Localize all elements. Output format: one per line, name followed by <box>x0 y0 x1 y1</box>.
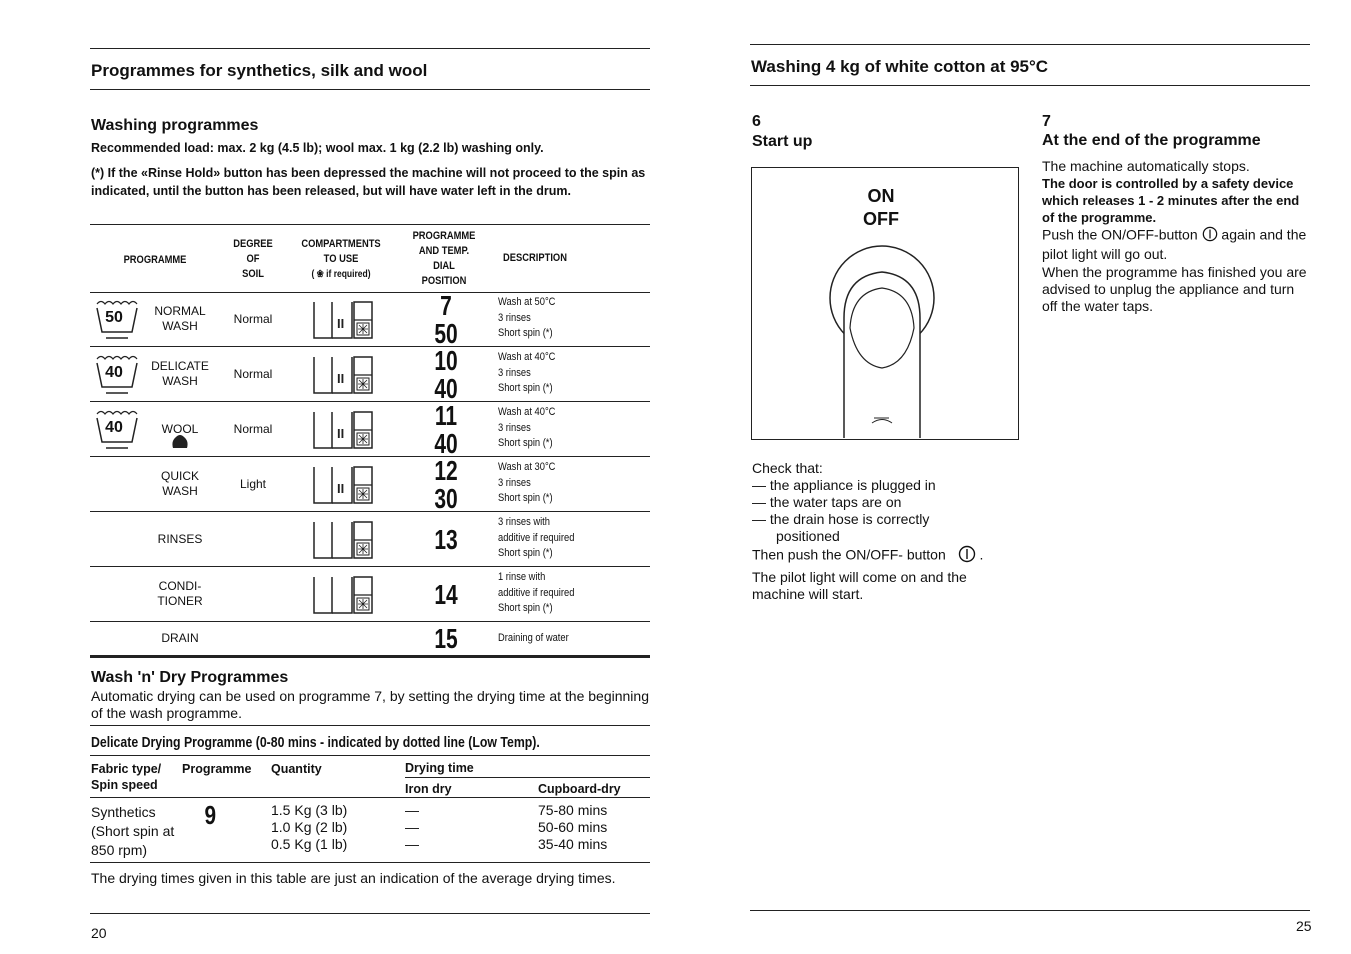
finger-pressing-button-icon <box>752 168 1018 439</box>
on-off-illustration <box>751 167 1019 440</box>
degree-of-soil: Normal <box>233 421 273 436</box>
programme-name: DRAIN <box>161 631 199 645</box>
programme-name: NORMAL WASH <box>154 303 206 333</box>
programme-description: 3 rinses with additive if required Short spin (*) <box>498 516 575 559</box>
compartments-icon <box>312 298 374 347</box>
compartments-icon <box>312 353 374 402</box>
col-drying-time: Drying time <box>405 761 474 775</box>
step6-number: 6 <box>752 113 761 130</box>
degree-of-soil: Light <box>239 476 267 491</box>
programme-name: QUICK WASH <box>160 468 199 498</box>
table-row <box>90 512 650 567</box>
drying-footnote: The drying times given in this table are just an indication of the average drying times. <box>91 870 616 886</box>
drying-iron: — — — <box>405 802 419 852</box>
drying-quantities: 1.5 Kg (3 lb) 1.0 Kg (2 lb) 0.5 Kg (1 lb) <box>271 802 348 852</box>
recommended-load: Recommended load: max. 2 kg (4.5 lb); wool max. 1 kg (2.2 lb) washing only. <box>91 141 544 155</box>
compartments-icon <box>312 463 374 512</box>
svg-text:II: II <box>337 316 345 331</box>
check-list: — the appliance is plugged in — the water taps are on — the drain hose is correctly positioned <box>752 477 936 544</box>
th-compartments: COMPARTMENTS TO USE ( ❀ if required) <box>301 238 381 280</box>
rinse-hold-note: (*) If the «Rinse Hold» button has been depressed the machine will not proceed to the spin as indicated, until the button has been released, but will have water left in the drum. <box>91 166 646 198</box>
table-row <box>90 402 650 457</box>
col-cupboard-dry: Cupboard-dry <box>538 782 621 796</box>
drying-cupboard: 75-80 mins 50-60 mins 35-40 mins <box>538 802 608 852</box>
dial-position: 13 <box>434 523 458 555</box>
table-row <box>90 622 650 656</box>
on-label: ON <box>867 186 895 206</box>
programme-description: Draining of water <box>498 632 569 644</box>
programme-description: Wash at 40°C 3 rinses Short spin (*) <box>498 351 556 394</box>
step7-advice: When the programme has finished you are advised to unplug the appliance and turn off the water taps. <box>1042 264 1307 314</box>
degree-of-soil: Normal <box>233 366 273 381</box>
wash-temperature-label: 40 <box>105 419 123 436</box>
th-dial-position: PROGRAMME AND TEMP. DIAL POSITION <box>412 230 476 287</box>
wash-n-dry-text: Automatic drying can be used on programme 7, by setting the drying time at the beginning of the wash programme. <box>91 688 649 721</box>
dial-position: 14 <box>434 578 458 610</box>
wool-symbol-icon <box>170 432 190 455</box>
delicate-drying-heading: Delicate Drying Programme (0-80 mins - indicated by dotted line (Low Temp). <box>91 734 540 751</box>
wash-temperature-label: 50 <box>105 309 123 326</box>
th-description: DESCRIPTION <box>503 252 567 264</box>
programme-name: RINSES <box>157 531 203 546</box>
table-row <box>90 567 650 622</box>
th-degree: DEGREE OF SOIL <box>233 238 273 280</box>
right-page-title: Washing 4 kg of white cotton at 95°C <box>751 57 1049 76</box>
programme-description: Wash at 30°C 3 rinses Short spin (*) <box>498 461 556 504</box>
left-page-title: Programmes for synthetics, silk and wool <box>91 61 428 80</box>
wash-n-dry-heading: Wash 'n' Dry Programmes <box>91 669 289 686</box>
dial-position: 10 40 <box>434 345 458 404</box>
left-page-number: 20 <box>91 925 107 941</box>
off-label: OFF <box>863 209 899 229</box>
washing-heading: Washing programmes <box>91 117 259 134</box>
step7-number: 7 <box>1042 113 1051 130</box>
dial-position: 12 30 <box>434 455 458 514</box>
then-push: Then push the ON/OFF- button . <box>752 545 983 567</box>
programme-name: CONDI- TIONER <box>157 578 203 608</box>
programme-description: 1 rinse with additive if required Short spin (*) <box>498 571 575 614</box>
col-programme: Programme <box>182 762 252 776</box>
step7-auto-stop: The machine automatically stops. <box>1042 158 1250 174</box>
step7-heading: At the end of the programme <box>1042 132 1261 149</box>
col-fabric: Fabric type/ Spin speed <box>91 762 162 792</box>
programme-description: Wash at 40°C 3 rinses Short spin (*) <box>498 406 556 449</box>
dial-position: 15 <box>434 623 458 654</box>
table-row <box>90 347 650 402</box>
table-row <box>90 292 650 347</box>
compartments-icon <box>312 518 374 567</box>
degree-of-soil: Normal <box>233 311 273 326</box>
step7-door-note: The door is controlled by a safety device which releases 1 - 2 minutes after the end of the programme. <box>1042 176 1300 225</box>
step7-push: Push the ON/OFF-button again and the pilot light will go out. <box>1042 226 1307 262</box>
dial-position: 11 40 <box>434 400 458 459</box>
svg-text:II: II <box>337 371 345 386</box>
svg-text:II: II <box>337 481 345 496</box>
dial-position: 7 50 <box>434 290 458 349</box>
drying-programme-number: 9 <box>204 800 217 830</box>
right-page-number: 25 <box>1296 918 1312 934</box>
check-that: Check that: <box>752 460 823 476</box>
col-iron-dry: Iron dry <box>405 782 452 796</box>
fabric-synthetics: Synthetics (Short spin at 850 rpm) <box>91 804 175 858</box>
programme-description: Wash at 50°C 3 rinses Short spin (*) <box>498 296 556 339</box>
pilot-text: The pilot light will come on and the machine will start. <box>752 569 967 602</box>
compartments-icon <box>312 408 374 457</box>
th-programme: PROGRAMME <box>123 254 187 266</box>
programme-name: WOOL <box>161 421 199 436</box>
col-quantity: Quantity <box>271 762 322 776</box>
wash-temperature-label: 40 <box>105 364 123 381</box>
programme-name: DELICATE WASH <box>151 358 209 388</box>
table-row <box>90 457 650 512</box>
step6-heading: Start up <box>752 133 813 150</box>
power-icon-2 <box>1202 226 1218 246</box>
svg-text:II: II <box>337 426 345 441</box>
compartments-icon <box>312 573 374 622</box>
power-icon <box>958 545 976 567</box>
